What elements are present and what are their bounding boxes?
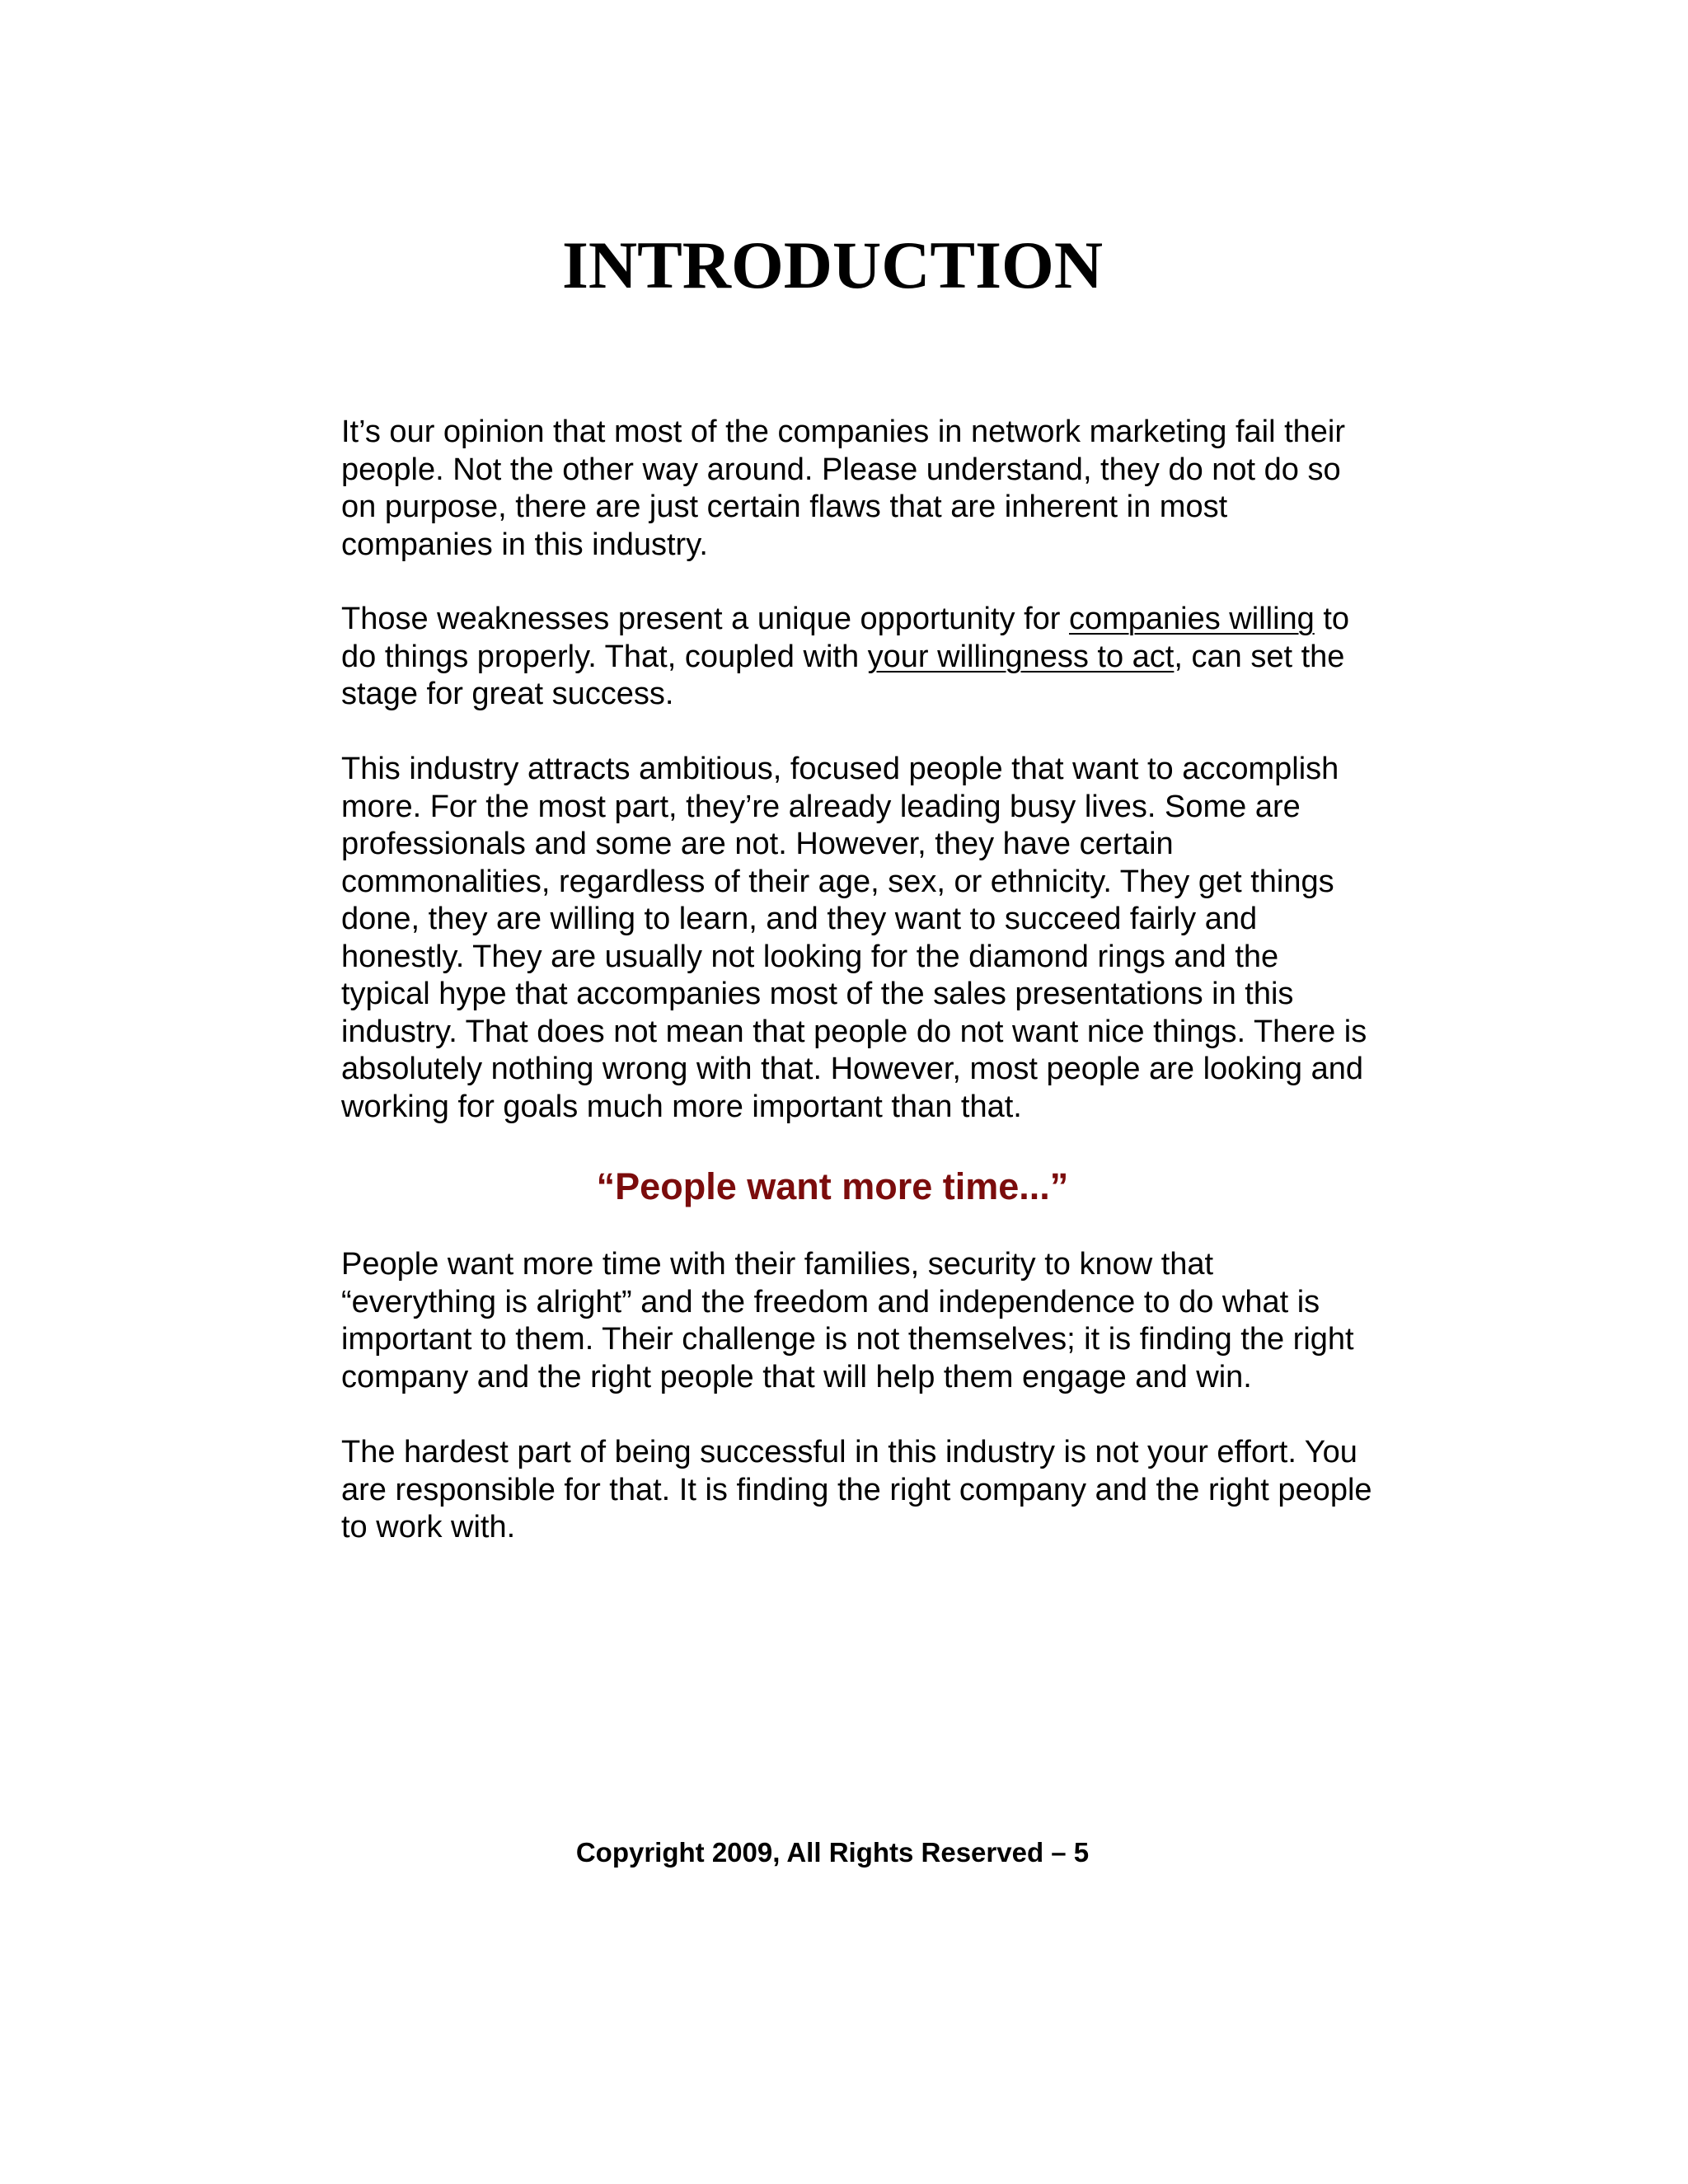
paragraph-5 xyxy=(341,1434,1437,1547)
paragraph-line: typical hype that accompanies most of the sales presentations in this xyxy=(341,977,1294,1011)
paragraph-line: done, they are willing to learn, and they want to succeed fairly and xyxy=(341,902,1258,936)
paragraph-line: stage for great success. xyxy=(341,677,674,711)
text-segment: Those weaknesses present a unique opportunity for xyxy=(341,602,1069,636)
paragraph-line: more. For the most part, they’re already leading busy lives. Some are xyxy=(341,789,1301,824)
paragraph-3 xyxy=(341,751,1437,1126)
underlined-phrase-your-willingness: your willingness to act xyxy=(867,639,1175,674)
paragraph-line: This industry attracts ambitious, focused people that want to accomplish xyxy=(341,752,1339,786)
paragraph-line xyxy=(341,601,1437,639)
paragraph-line: company and the right people that will help them engage and win. xyxy=(341,1359,1252,1394)
paragraph-line: important to them. Their challenge is not themselves; it is finding the right xyxy=(341,1322,1354,1357)
paragraph-line: honestly. They are usually not looking for the diamond rings and the xyxy=(341,939,1279,974)
paragraph-line: on purpose, there are just certain flaws that are inherent in most xyxy=(341,490,1228,524)
paragraph-line: industry. That does not mean that people do not want nice things. There is xyxy=(341,1014,1367,1049)
pull-quote: “People want more time...” xyxy=(596,1165,1069,1207)
paragraph-4 xyxy=(341,1246,1437,1396)
paragraph-line: are responsible for that. It is finding the right company and the right people xyxy=(341,1472,1372,1507)
paragraph-line: People want more time with their families, security to know that xyxy=(341,1247,1214,1282)
page-footer: Copyright 2009, All Rights Reserved – 5 xyxy=(575,1837,1090,1868)
paragraph-2 xyxy=(341,601,1437,714)
paragraph-line: working for goals much more important than that. xyxy=(341,1089,1022,1124)
paragraph-line xyxy=(341,639,1437,677)
paragraph-line: It’s our opinion that most of the companies in network marketing fail their xyxy=(341,415,1346,449)
paragraph-line: commonalities, regardless of their age, sex, or ethnicity. They get things xyxy=(341,864,1334,899)
paragraph-line: companies in this industry. xyxy=(341,527,708,562)
underlined-phrase-companies-willing: companies willing xyxy=(1068,602,1315,636)
paragraph-line: absolutely nothing wrong with that. However, most people are looking and xyxy=(341,1052,1363,1086)
text-segment: to xyxy=(1314,602,1350,636)
text-segment: , can set the xyxy=(1174,639,1345,674)
paragraph-1 xyxy=(341,414,1437,564)
paragraph-line: to work with. xyxy=(341,1510,516,1544)
paragraph-line: professionals and some are not. However, they have certain xyxy=(341,827,1174,861)
paragraph-line: “everything is alright” and the freedom and independence to do what is xyxy=(341,1284,1320,1319)
page-title: INTRODUCTION xyxy=(561,227,1104,302)
paragraph-line: The hardest part of being successful in this industry is not your effort. You xyxy=(341,1435,1357,1469)
text-segment: do things properly. That, coupled with xyxy=(341,639,868,674)
paragraph-line: people. Not the other way around. Please understand, they do not do so xyxy=(341,452,1341,487)
